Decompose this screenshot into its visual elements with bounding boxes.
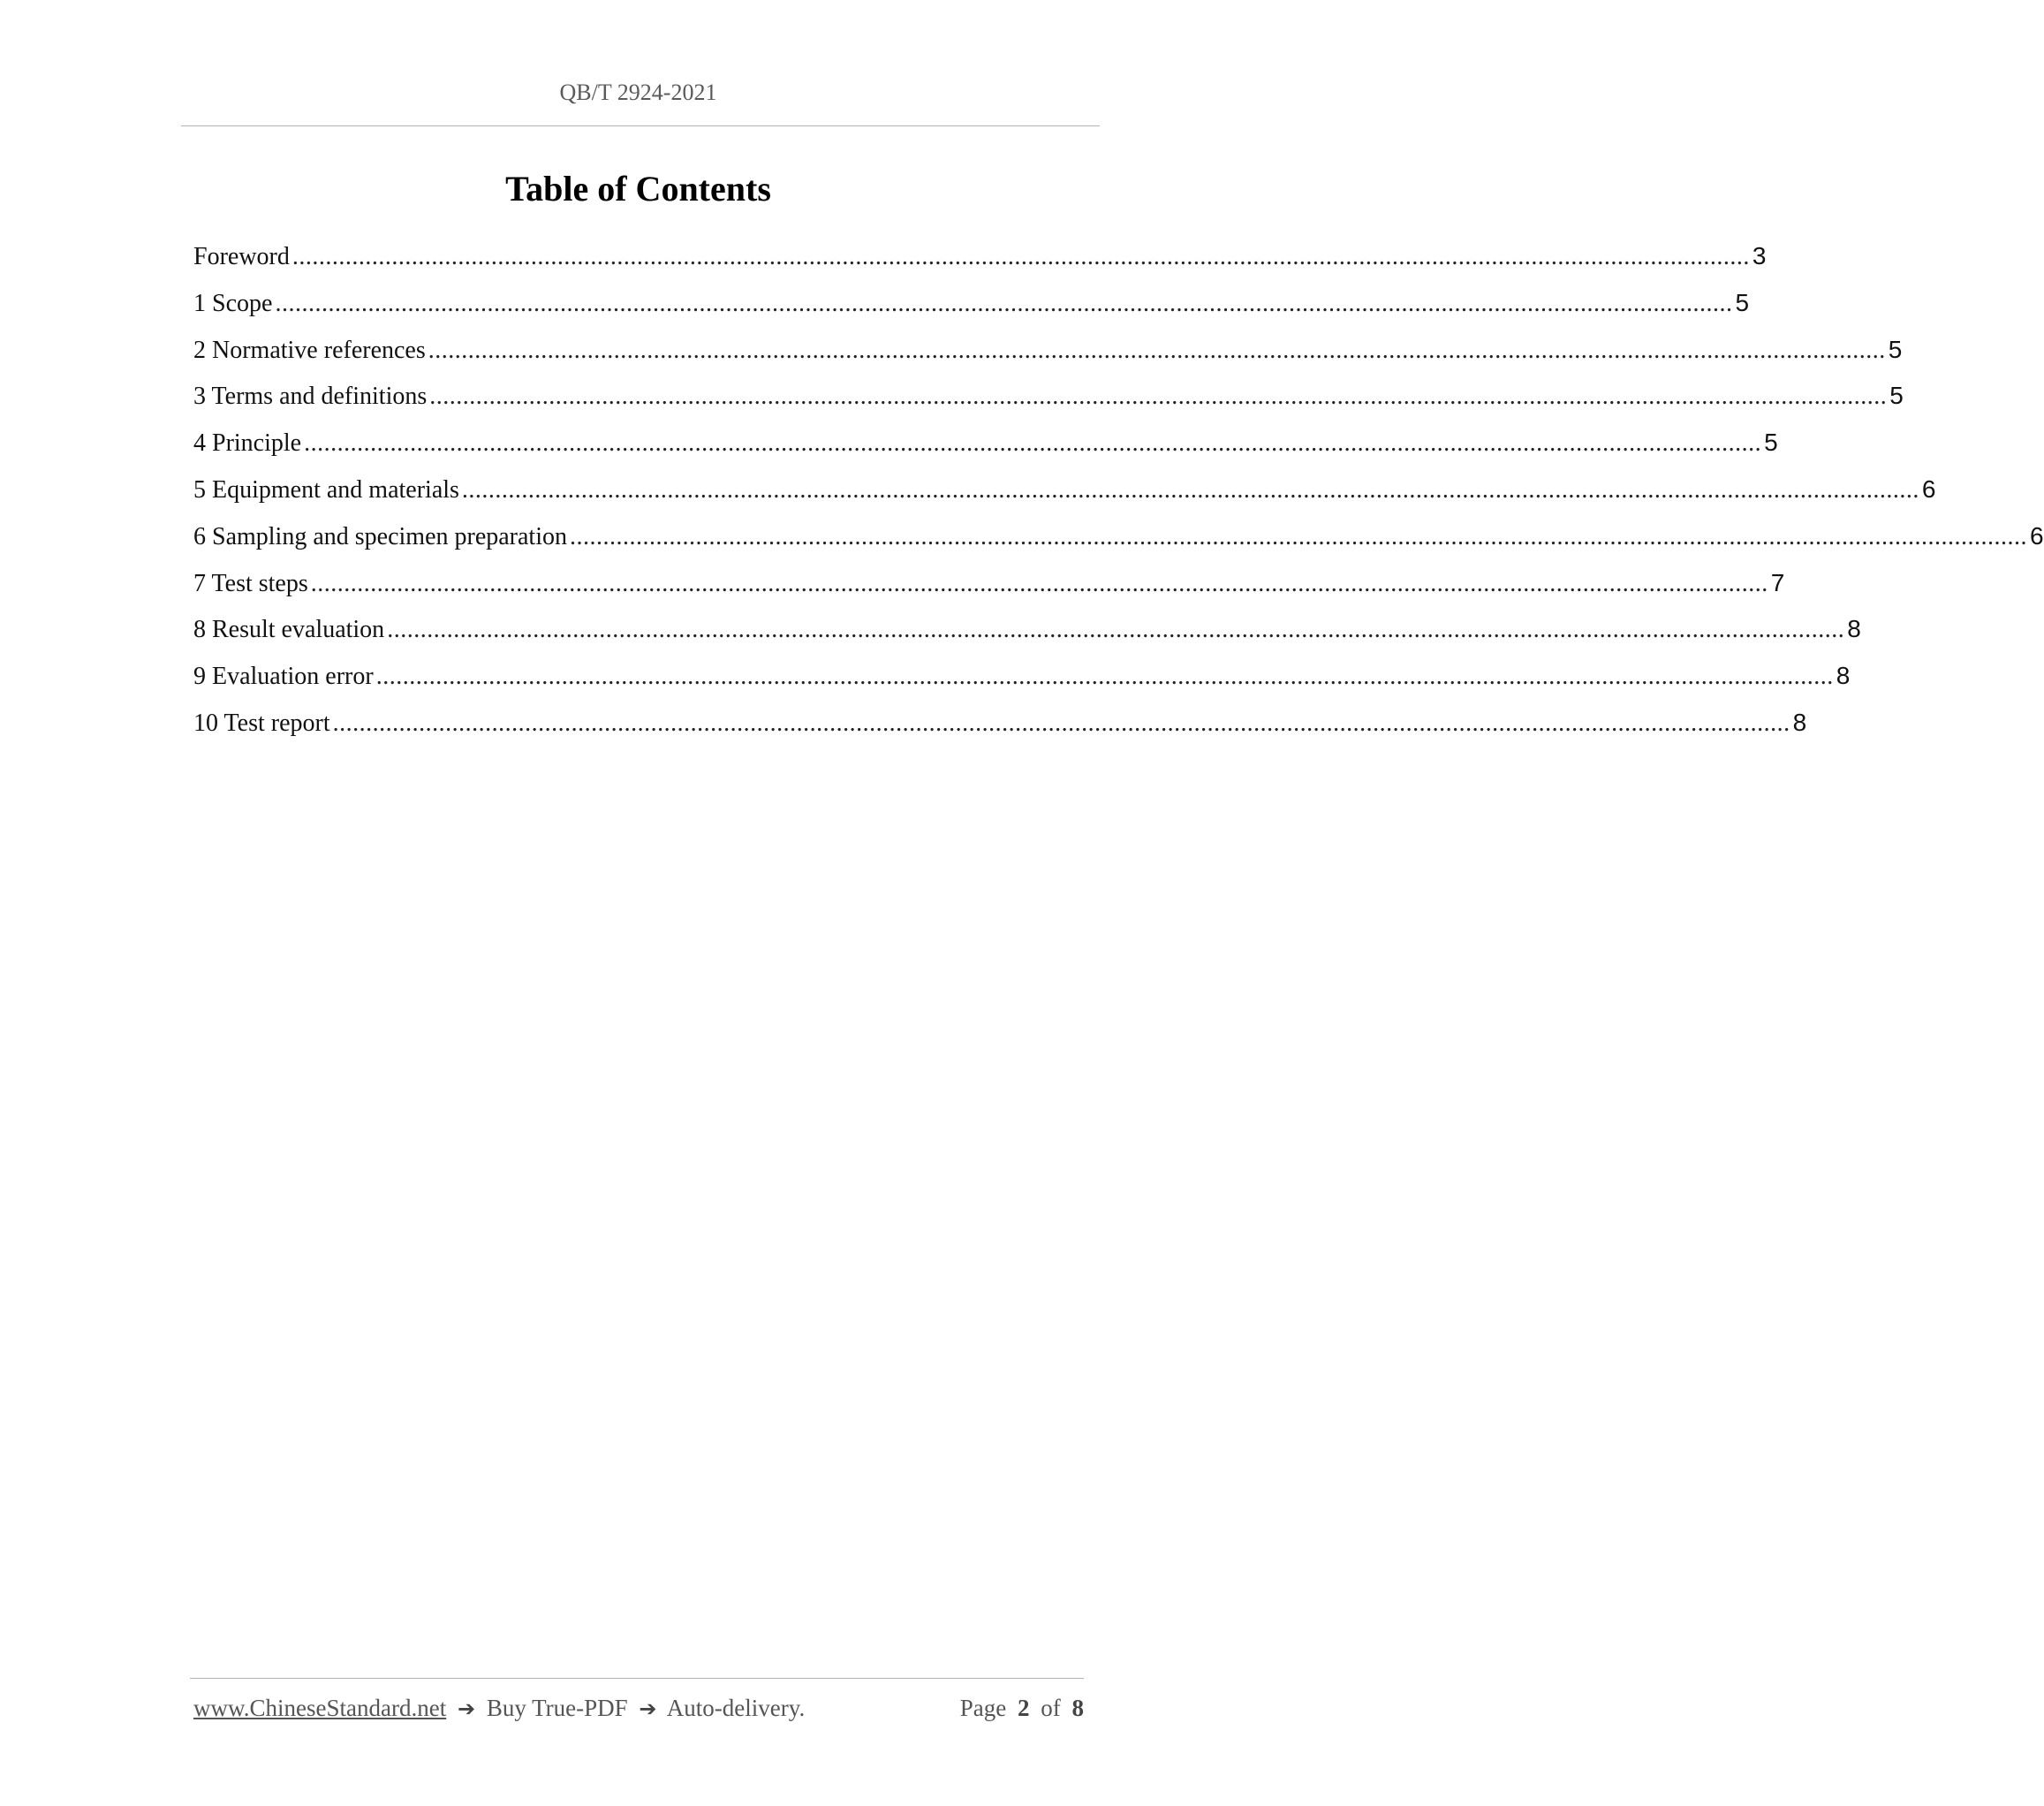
page-title: Table of Contents — [505, 169, 771, 209]
toc-leader-dots: ............................................................................................................................................................................................................................ — [275, 289, 1733, 317]
toc-entry-label: 8 Result evaluation — [193, 616, 385, 644]
toc-entry-terms-and-definitions[interactable] — [193, 373, 1904, 420]
toc-entry-normative-references[interactable] — [193, 327, 1903, 374]
toc-entry-page: 5 — [1889, 382, 1904, 410]
toc-entry-scope[interactable] — [193, 280, 1750, 327]
toc-entry-page: 5 — [1888, 335, 1903, 363]
toc-leader-dots: ............................................................................................................................................................................................................................ — [310, 569, 1768, 597]
toc-entry-page: 3 — [1752, 242, 1767, 269]
toc-entry-page: 7 — [1770, 568, 1785, 596]
page-indicator — [960, 1695, 1084, 1722]
toc-leader-dots: ............................................................................................................................................................................................................................ — [387, 616, 1845, 644]
website-link[interactable]: www.ChineseStandard.net — [193, 1695, 447, 1721]
toc-leader-dots: ............................................................................................................................................................................................................................ — [332, 709, 1790, 737]
toc-entry-evaluation-error[interactable] — [193, 653, 1851, 700]
toc-entry-equipment-and-materials[interactable] — [193, 467, 1936, 513]
toc-entry-label: 1 Scope — [193, 289, 273, 317]
toc-entry-label: 2 Normative references — [193, 336, 426, 364]
toc-entry-result-evaluation[interactable] — [193, 606, 1861, 653]
toc-entry-label: Foreword — [193, 243, 290, 270]
toc-entry-sampling[interactable] — [193, 513, 2044, 560]
toc-leader-dots: ............................................................................................................................................................................................................................ — [570, 522, 2027, 550]
running-header: QB/T 2924-2021 — [559, 80, 717, 105]
arrow-right-icon: ➔ — [639, 1696, 657, 1721]
toc-entry-page: 8 — [1847, 615, 1861, 643]
page-footer — [193, 1695, 1084, 1722]
toc-leader-dots: ............................................................................................................................................................................................................................ — [461, 475, 1919, 504]
toc-entry-page: 6 — [2030, 521, 2044, 550]
toc-entry-page: 8 — [1792, 708, 1807, 736]
toc-leader-dots: ............................................................................................................................................................................................................................ — [375, 663, 1834, 691]
table-of-contents — [193, 233, 2044, 747]
of-label: of — [1041, 1695, 1061, 1721]
toc-entry-label: 4 Principle — [193, 429, 302, 458]
toc-entry-page: 5 — [1764, 429, 1778, 457]
toc-leader-dots: ............................................................................................................................................................................................................................ — [428, 336, 1886, 364]
toc-entry-test-report[interactable] — [193, 700, 1807, 747]
footer-step-buy: Buy True-PDF — [486, 1695, 628, 1721]
page-label: Page — [959, 1695, 1007, 1721]
toc-entry-label: 5 Equipment and materials — [193, 475, 459, 504]
total-pages-number: 8 — [1071, 1695, 1084, 1721]
toc-leader-dots: ............................................................................................................................................................................................................................ — [291, 243, 1750, 270]
toc-entry-page: 6 — [1921, 474, 1936, 503]
header-divider — [181, 125, 1100, 126]
toc-entry-label: 9 Evaluation error — [193, 663, 374, 691]
footer-step-delivery: Auto-delivery. — [666, 1695, 806, 1721]
arrow-right-icon: ➔ — [457, 1696, 476, 1721]
toc-entry-label: 10 Test report — [193, 709, 330, 737]
current-page-number: 2 — [1018, 1695, 1030, 1721]
toc-entry-label: 7 Test steps — [193, 569, 308, 597]
toc-entry-principle[interactable] — [193, 420, 1778, 467]
footer-promo — [193, 1695, 805, 1722]
footer-divider — [190, 1678, 1084, 1679]
toc-entry-test-steps[interactable] — [193, 560, 1785, 607]
toc-leader-dots: ............................................................................................................................................................................................................................ — [429, 383, 1888, 411]
toc-entry-foreword[interactable] — [193, 233, 1767, 280]
toc-entry-page: 8 — [1836, 662, 1851, 690]
toc-entry-page: 5 — [1735, 288, 1750, 316]
toc-entry-label: 3 Terms and definitions — [193, 383, 428, 411]
toc-leader-dots: ............................................................................................................................................................................................................................ — [304, 429, 1762, 458]
toc-entry-label: 6 Sampling and specimen preparation — [193, 522, 567, 550]
